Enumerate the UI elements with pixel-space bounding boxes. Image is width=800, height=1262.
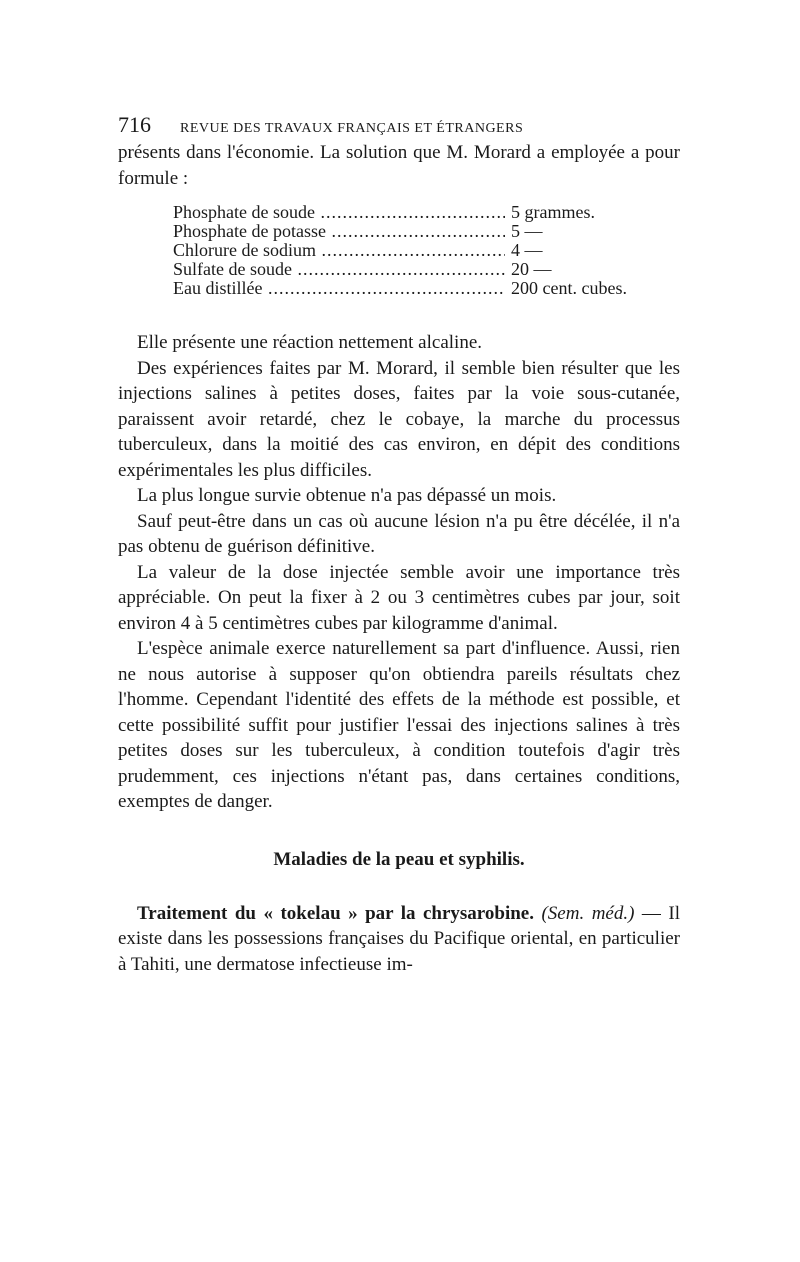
section-title: Maladies de la peau et syphilis. — [273, 848, 525, 870]
article-source: (Sem. méd.) — [541, 902, 635, 924]
ingredient-quantity: 200 cent. cubes. — [511, 278, 627, 298]
formula-row — [173, 203, 643, 222]
body-paragraph: L'espèce animale exerce naturellement sa part d'influence. Aussi, rien ne nous autorise à supposer qu'on obtiendra pareils résultats chez l'homme. Cependant l'identité des effets de la méthode est possible, et cette possibilité suffit pour justifier l'essai des injections salines à très petites doses sur les tuberculeux, à condition toutefois d'agir très prudemment, ces injections n'étant pas, dans certaines conditions, exemptes de danger. — [118, 638, 680, 812]
body-paragraph: Sauf peut-être dans un cas où aucune lésion n'a pu être décélée, il n'a pas obtenu de guérison définitive. — [118, 510, 680, 557]
body-paragraph: Elle présente une réaction nettement alcaline. — [137, 332, 482, 353]
body-paragraph: Des expériences faites par M. Morard, il semble bien résulter que les injections salines à petites doses, faites par la voie sous-cutanée, paraissent avoir retardé, chez le cobaye, la marche du processus tuberculeux, dans la moitié des cas environ, en dépit des conditions expérimentales les plus difficiles. — [118, 357, 680, 481]
ingredient-name: Chlorure de sodium ..... — [173, 241, 505, 260]
formula-table — [173, 203, 643, 298]
page-number: 716 — [118, 112, 151, 137]
formula-row — [173, 260, 643, 279]
ingredient-quantity: 5 — — [511, 221, 543, 241]
body-paragraph: La valeur de la dose injectée semble avoir une importance très appréciable. On peut la fixer à 2 ou 3 centimètres cubes par jour, soit environ 4 à 5 centimètres cubes par kilogramme d'animal. — [118, 561, 680, 634]
ingredient-name: Phosphate de soude ..... — [173, 203, 505, 222]
ingredient-quantity: 20 — — [511, 259, 552, 279]
ingredient-quantity: 5 grammes. — [511, 202, 595, 222]
ingredient-name: Sulfate de soude ..... — [173, 260, 505, 279]
formula-row — [173, 279, 643, 298]
ingredient-name: Eau distillée ..... — [173, 279, 505, 298]
book-page — [118, 112, 680, 977]
formula-row — [173, 241, 643, 260]
article-text: — Il existe dans les possessions françaises du Pacifique oriental, en particulier à Tahiti, une dermatose infectieuse im- — [118, 902, 681, 975]
page-header — [118, 112, 680, 140]
intro-paragraph: présents dans l'économie. La solution que M. Morard a employée a pour formule : — [118, 142, 680, 189]
ingredient-name: Phosphate de potasse ..... — [173, 222, 505, 241]
running-head: REVUE DES TRAVAUX FRANÇAIS ET ÉTRANGERS — [180, 121, 524, 136]
article-title: Traitement du « tokelau » par la chrysarobine. — [137, 902, 534, 924]
ingredient-quantity: 4 — — [511, 240, 543, 260]
body-paragraph: La plus longue survie obtenue n'a pas dépassé un mois. — [137, 485, 557, 506]
article-paragraph — [118, 901, 680, 978]
formula-row — [173, 222, 643, 241]
